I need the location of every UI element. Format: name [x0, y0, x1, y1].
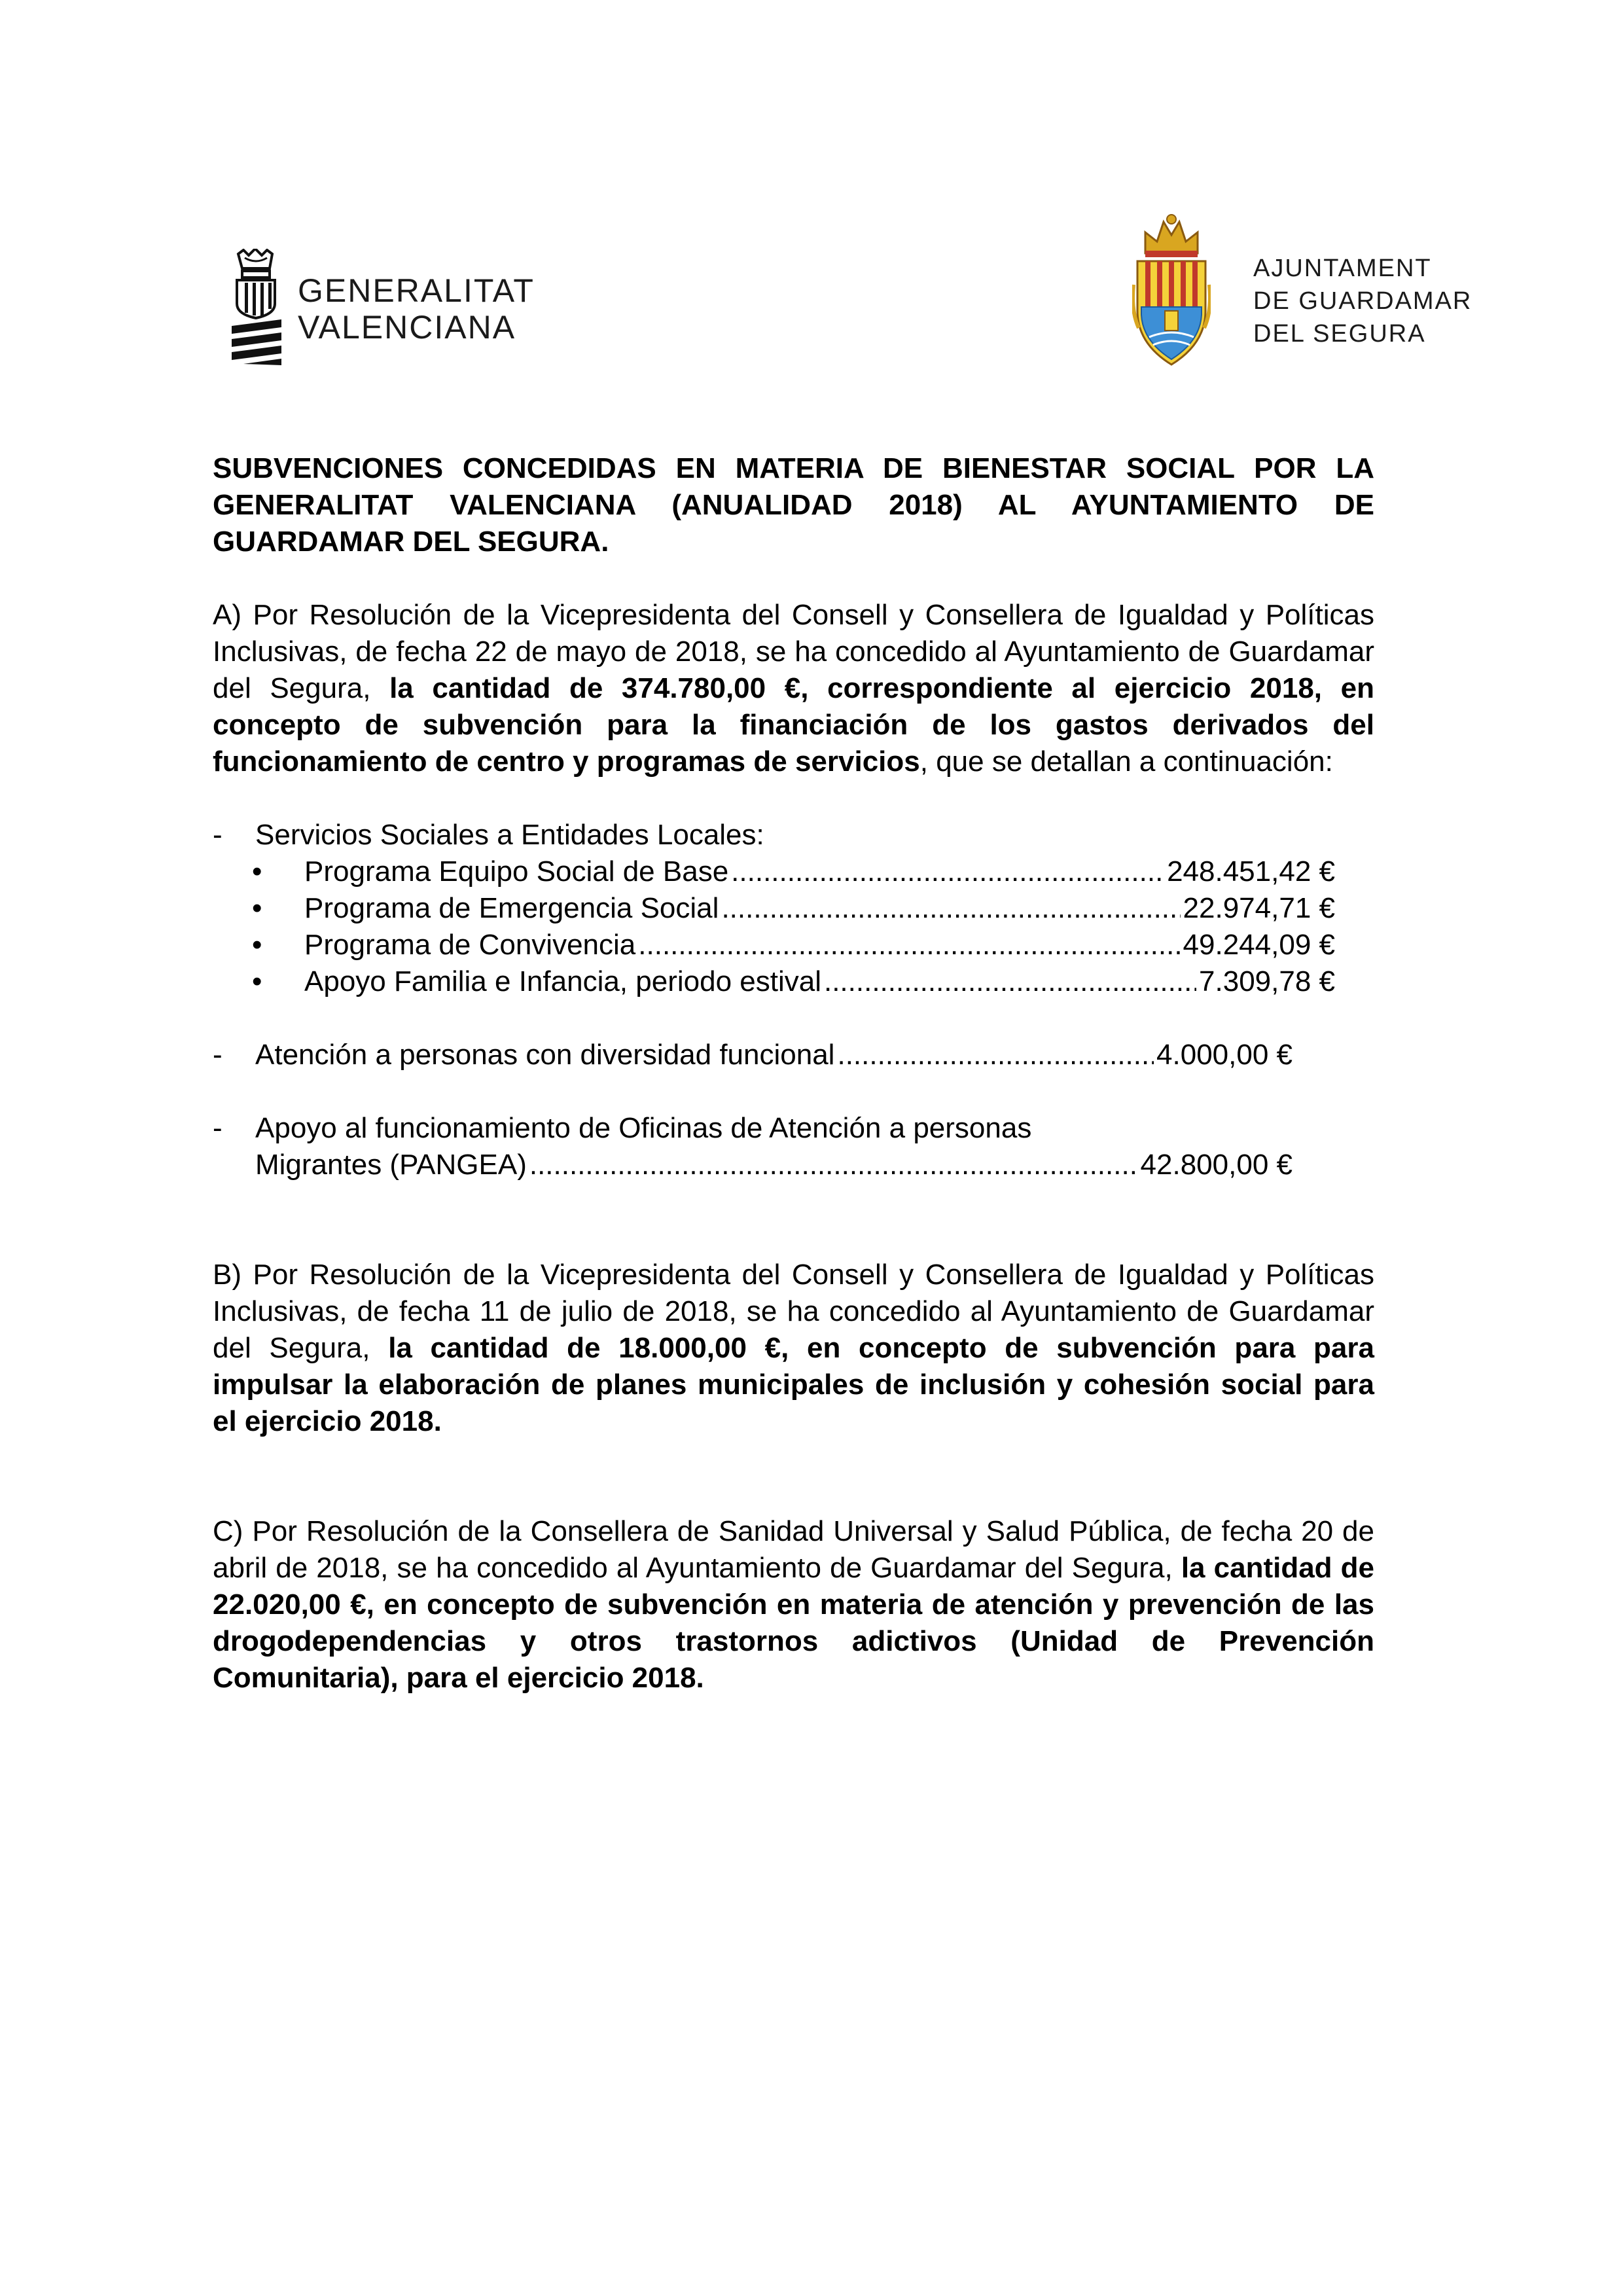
- sub-item-label: Programa Equipo Social de Base: [304, 855, 729, 888]
- section-b-paragraph: [213, 1257, 1374, 1440]
- ajuntament-logo-line1: AJUNTAMENT: [1253, 255, 1432, 282]
- section-c-intro: C) Por Resolución de la Consellera de Sanidad Universal y Salud Pública, de fecha 20 de abril de 2018, se ha concedido al Ayuntamiento de Guardamar del Segura,: [213, 1515, 1374, 1584]
- ajuntament-logo-line2: DE GUARDAMAR: [1253, 287, 1472, 315]
- sub-item-label: Programa de Emergencia Social: [304, 892, 719, 924]
- sub-item-label: Apoyo Familia e Infancia, periodo estival: [304, 965, 821, 997]
- bullet-icon: •: [252, 929, 262, 961]
- section-a-intro: A) Por Resolución de la Vicepresidenta del Consell y Consellera de Igualdad y Políticas Inclusivas, de fecha 22 de mayo de 2018, se ha concedido al Ayuntamiento de Guardamar del Segura,: [213, 599, 1374, 704]
- sub-item-amount: 7.309,78 €: [1199, 965, 1335, 997]
- section-c-bold: la cantidad de 22.020,00 €, en concepto de subvención en materia de atención y prevención de las drogodependencias y otros trastornos adictivos (Unidad de Prevención Comunitaria), para el ejercicio 2018.: [213, 1552, 1374, 1694]
- municipal-coat-of-arms-icon: [1132, 213, 1211, 370]
- sub-list-item: [213, 927, 1374, 963]
- generalitat-valenciana-logo: [229, 249, 535, 367]
- section-b-bold: la cantidad de 18.000,00 €, en concepto de subvención para para impulsar la elaboración de planes municipales de inclusión y cohesión social para el ejercicio 2018.: [213, 1332, 1374, 1437]
- section-a-paragraph: [213, 597, 1374, 780]
- section-b-intro: B) Por Resolución de la Vicepresidenta del Consell y Consellera de Igualdad y Políticas Inclusivas, de fecha 11 de julio de 2018, se ha concedido al Ayuntamiento de Guardamar del Segura,: [213, 1259, 1374, 1364]
- ajuntament-guardamar-logo: [1132, 213, 1486, 373]
- sub-item-amount: 49.244,09 €: [1183, 929, 1335, 961]
- section-a-list: [213, 817, 1374, 1183]
- section-a-bold: la cantidad de 374.780,00 €, correspondiente al ejercicio 2018, en concepto de subvención para la financiación de los gastos derivados del funcionamiento de centro y programas de servicios: [213, 672, 1374, 778]
- list-item-label: Apoyo al funcionamiento de Oficinas de Atención a personas: [255, 1112, 1032, 1144]
- list-item-amount: 4.000,00 €: [1156, 1039, 1293, 1071]
- sub-item-label: Programa de Convivencia: [304, 929, 636, 961]
- dash-marker: -: [213, 819, 223, 851]
- generalitat-emblem-icon: [229, 249, 283, 367]
- list-item: [213, 1110, 1374, 1183]
- ajuntament-logo-line3: DEL SEGURA: [1253, 320, 1426, 348]
- generalitat-logo-line1: GENERALITAT: [298, 272, 535, 309]
- list-item: [213, 1037, 1374, 1073]
- list-item-label: Atención a personas con diversidad funcional: [255, 1039, 835, 1071]
- dash-marker: -: [213, 1112, 223, 1144]
- sub-list-item: [213, 963, 1374, 1000]
- list-item-label-cont: Migrantes (PANGEA): [255, 1149, 527, 1181]
- sub-list-item: [213, 853, 1374, 890]
- section-a-tail: , que se detallan a continuación:: [919, 745, 1333, 778]
- dash-marker: -: [213, 1039, 223, 1071]
- list-item-amount: 42.800,00 €: [1140, 1149, 1293, 1181]
- sub-item-amount: 22.974,71 €: [1183, 892, 1335, 924]
- generalitat-logo-line2: VALENCIANA: [298, 309, 516, 346]
- sub-list-item: [213, 890, 1374, 927]
- list-item-label: Servicios Sociales a Entidades Locales:: [255, 819, 764, 851]
- document-title: SUBVENCIONES CONCEDIDAS EN MATERIA DE BIENESTAR SOCIAL POR LA GENERALITAT VALENCIANA (ANUALIDAD 2018) AL AYUNTAMIENTO DE GUARDAMAR DEL SEGURA.: [213, 452, 1374, 558]
- sub-item-amount: 248.451,42 €: [1167, 855, 1335, 888]
- bullet-icon: •: [252, 855, 262, 888]
- list-item: [213, 817, 1374, 853]
- bullet-icon: •: [252, 965, 262, 997]
- document-body: [213, 450, 1374, 1696]
- bullet-icon: •: [252, 892, 262, 924]
- section-c-paragraph: [213, 1513, 1374, 1696]
